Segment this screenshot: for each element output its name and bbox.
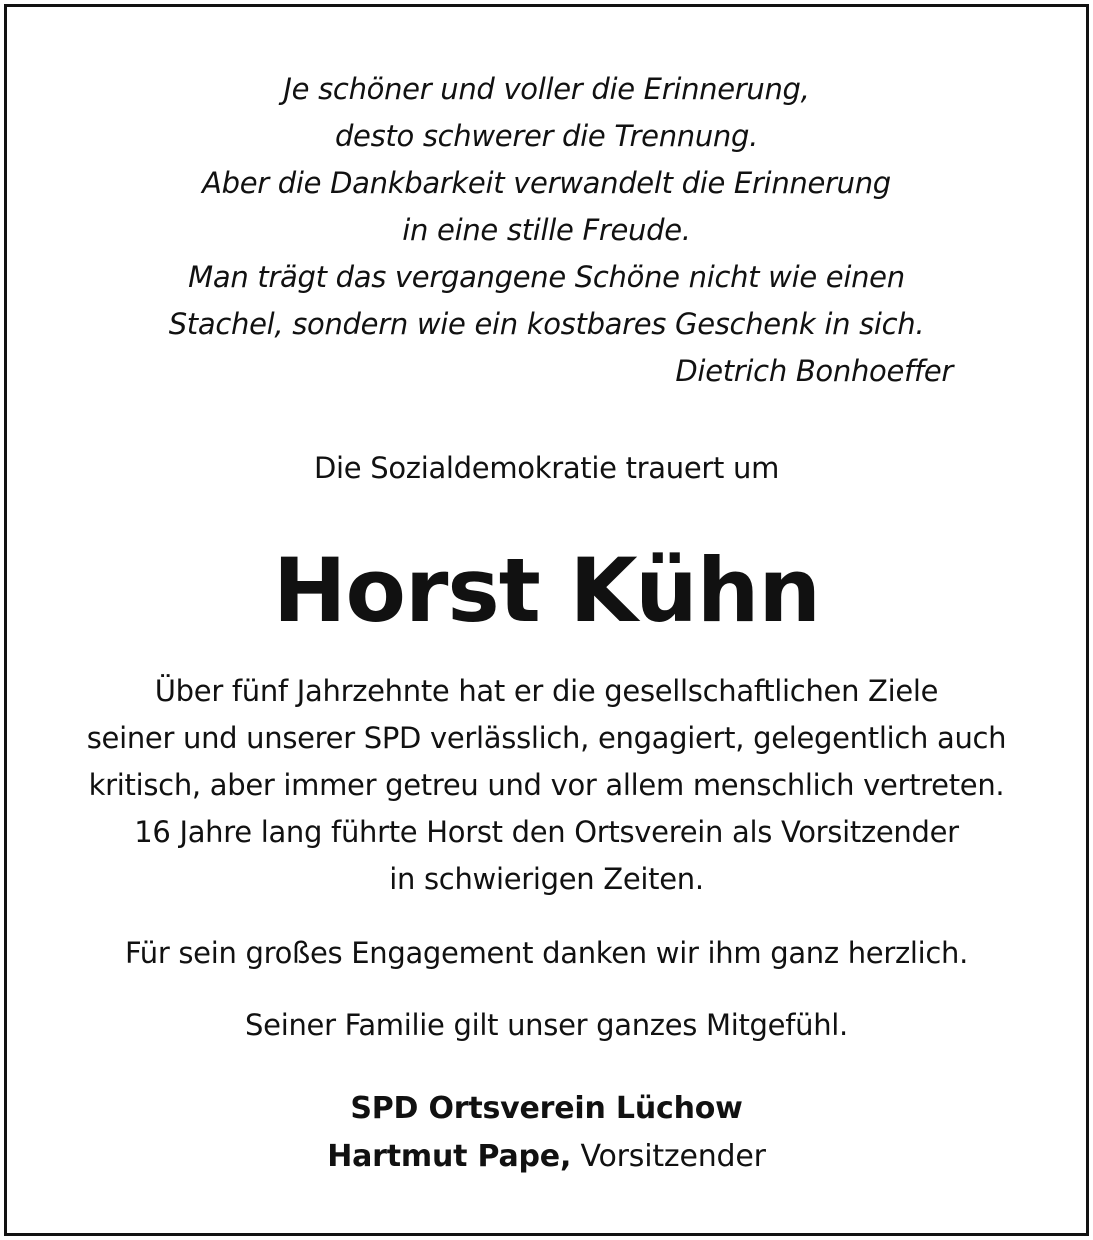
bonhoeffer-quote [0,66,1093,395]
tribute-line: kritisch, aber immer getreu und vor allem menschlich vertreten. [88,768,1005,802]
quote-line: Aber die Dankbarkeit verwandelt die Erinnerung [202,166,891,200]
signature-block [0,1085,1093,1181]
signature-person: Hartmut Pape, [327,1139,572,1174]
sympathy-text: Seiner Familie gilt unser ganzes Mitgefühl. [245,1008,848,1042]
quote-line: Man trägt das vergangene Schöne nicht wie einen [188,260,905,294]
quote-author: Dietrich Bonhoeffer [675,354,953,388]
tribute-line: 16 Jahre lang führte Horst den Ortsverein als Vorsitzender [134,815,959,849]
tribute-text [0,668,1093,903]
signature-role: Vorsitzender [580,1139,766,1174]
quote-line: Je schöner und voller die Erinnerung, [283,72,810,106]
deceased-name: Horst Kühn [272,539,821,642]
quote-line: in eine stille Freude. [402,213,691,247]
signature-person-line [0,1133,1093,1181]
tribute-line: Über fünf Jahrzehnte hat er die gesellschaftlichen Ziele [154,674,939,708]
quote-line: desto schwerer die Trennung. [334,119,759,153]
tribute-line: in schwierigen Zeiten. [389,862,704,896]
thanks-text: Für sein großes Engagement danken wir ihm ganz herzlich. [124,936,969,970]
signature-organization: SPD Ortsverein Lüchow [350,1091,743,1126]
quote-line: Stachel, sondern wie ein kostbares Geschenk in sich. [168,307,925,341]
tribute-line: seiner und unserer SPD verlässlich, engagiert, gelegentlich auch [86,721,1007,755]
mourning-intro: Die Sozialdemokratie trauert um [313,451,780,485]
